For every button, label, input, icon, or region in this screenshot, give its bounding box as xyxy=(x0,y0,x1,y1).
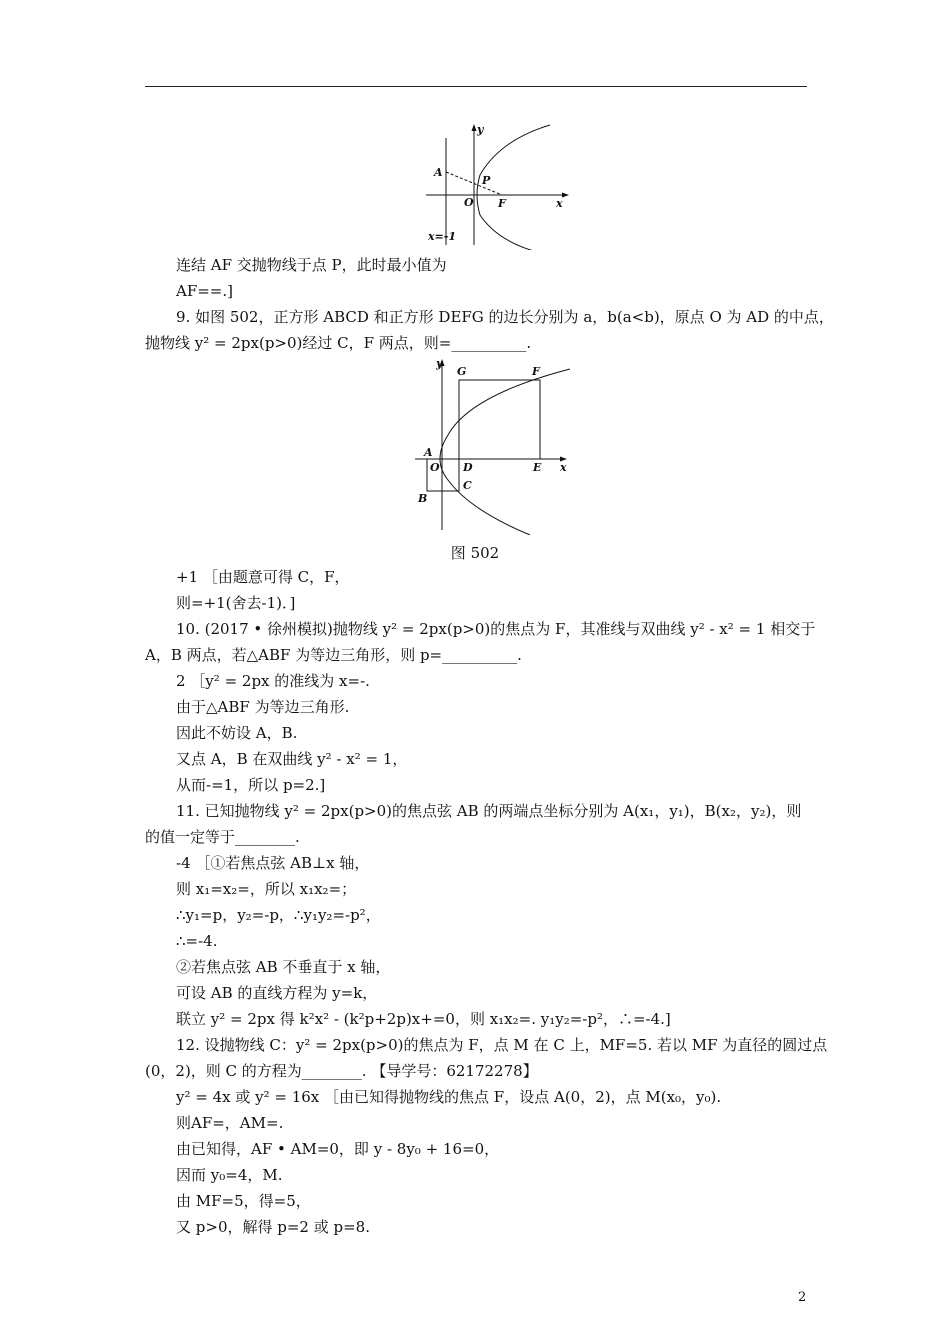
text-line: 又点 A，B 在双曲线 y² - x² = 1， xyxy=(176,750,408,768)
fig2-label-a: A xyxy=(424,446,433,459)
fig1-label-a: A xyxy=(434,166,443,179)
header-rule xyxy=(145,86,807,87)
text-line: AF==.] xyxy=(176,282,233,300)
text-line: 由 MF=5，得=5， xyxy=(176,1192,311,1210)
text-line: 因而 y₀=4，M. xyxy=(176,1166,283,1184)
text-line: y² = 4x 或 y² = 16x ［由已知得抛物线的焦点 F，设点 A(0，2)，点 M(x₀，y₀). xyxy=(176,1088,722,1106)
text-line: ∴y₁=p，y₂=-p，∴y₁y₂=-p²， xyxy=(176,906,381,924)
fig2-label-d: D xyxy=(463,461,473,474)
text-line: 则=+1(舍去-1)．] xyxy=(176,594,296,612)
fig2-label-x: x xyxy=(560,461,567,474)
fig2-label-c: C xyxy=(463,479,472,492)
text-line: (0，2)，则 C 的方程为________. 【导学号：62172278】 xyxy=(145,1062,538,1080)
fig2-label-g: G xyxy=(457,365,467,378)
text-line: 则 x₁=x₂=，所以 x₁x₂=； xyxy=(176,880,357,898)
fig2-label-e: E xyxy=(533,461,542,474)
text-line: 又 p>0，解得 p=2 或 p=8. xyxy=(176,1218,370,1236)
text-line: 11. 已知抛物线 y² = 2px(p>0)的焦点弦 AB 的两端点坐标分别为 A(x₁，y₁)，B(x₂，y₂)，则 xyxy=(176,802,802,820)
fig1-label-f: F xyxy=(498,197,506,210)
text-line: +1 ［由题意可得 C，F， xyxy=(176,568,350,586)
text-line: ②若焦点弦 AB 不垂直于 x 轴， xyxy=(176,958,391,976)
text-line: 的值一定等于________. xyxy=(145,828,300,846)
text-line: ∴=-4. xyxy=(176,932,218,950)
page-number: 2 xyxy=(798,1290,807,1305)
text-line: -4 ［①若焦点弦 AB⊥x 轴， xyxy=(176,854,370,872)
text-line: 由于△ABF 为等边三角形. xyxy=(176,698,350,716)
fig2-label-y: y xyxy=(436,357,443,370)
fig1-label-p: P xyxy=(482,174,491,187)
text-line: A，B 两点，若△ABF 为等边三角形，则 p=__________. xyxy=(145,646,522,664)
text-line: 因此不妨设 A，B. xyxy=(176,724,298,742)
text-line: 由已知得，AF • AM=0，即 y - 8y₀ + 16=0， xyxy=(176,1140,500,1158)
text-line: 12. 设抛物线 C：y² = 2px(p>0)的焦点为 F，点 M 在 C 上，MF=5. 若以 MF 为直径的圆过点 xyxy=(176,1036,828,1054)
fig1-label-x: x xyxy=(556,197,563,210)
parabola-figure-2 xyxy=(410,355,575,535)
text-line: 联立 y² = 2px 得 k²x² - (k²p+2p)x+=0，则 x₁x₂=. y₁y₂=-p²，∴=-4.] xyxy=(176,1010,671,1028)
fig1-label-o: O xyxy=(464,196,474,209)
fig2-label-o: O xyxy=(430,461,440,474)
text-line: 9. 如图 502，正方形 ABCD 和正方形 DEFG 的边长分别为 a，b(a<b)，原点 O 为 AD 的中点， xyxy=(176,308,834,326)
fig1-label-y: y xyxy=(477,123,484,136)
text-line: 抛物线 y² = 2px(p>0)经过 C，F 两点，则=__________. xyxy=(145,334,532,352)
text-line: 10. (2017 • 徐州模拟)抛物线 y² = 2px(p>0)的焦点为 F，其准线与双曲线 y² - x² = 1 相交于 xyxy=(176,620,816,638)
parabola-figure-1 xyxy=(420,120,570,250)
figure-caption: 图 502 xyxy=(450,544,500,562)
text-line: 则AF=，AM=. xyxy=(176,1114,284,1132)
text-line: 从而-=1，所以 p=2.] xyxy=(176,776,326,794)
text-line: 2 ［y² = 2px 的准线为 x=-. xyxy=(176,672,370,690)
fig2-label-f: F xyxy=(532,365,540,378)
fig1-label-directrix: x=-1 xyxy=(428,230,456,243)
text-line: 连结 AF 交抛物线于点 P，此时最小值为 xyxy=(176,256,447,274)
text-line: 可设 AB 的直线方程为 y=k， xyxy=(176,984,378,1002)
fig2-label-b: B xyxy=(418,492,428,505)
